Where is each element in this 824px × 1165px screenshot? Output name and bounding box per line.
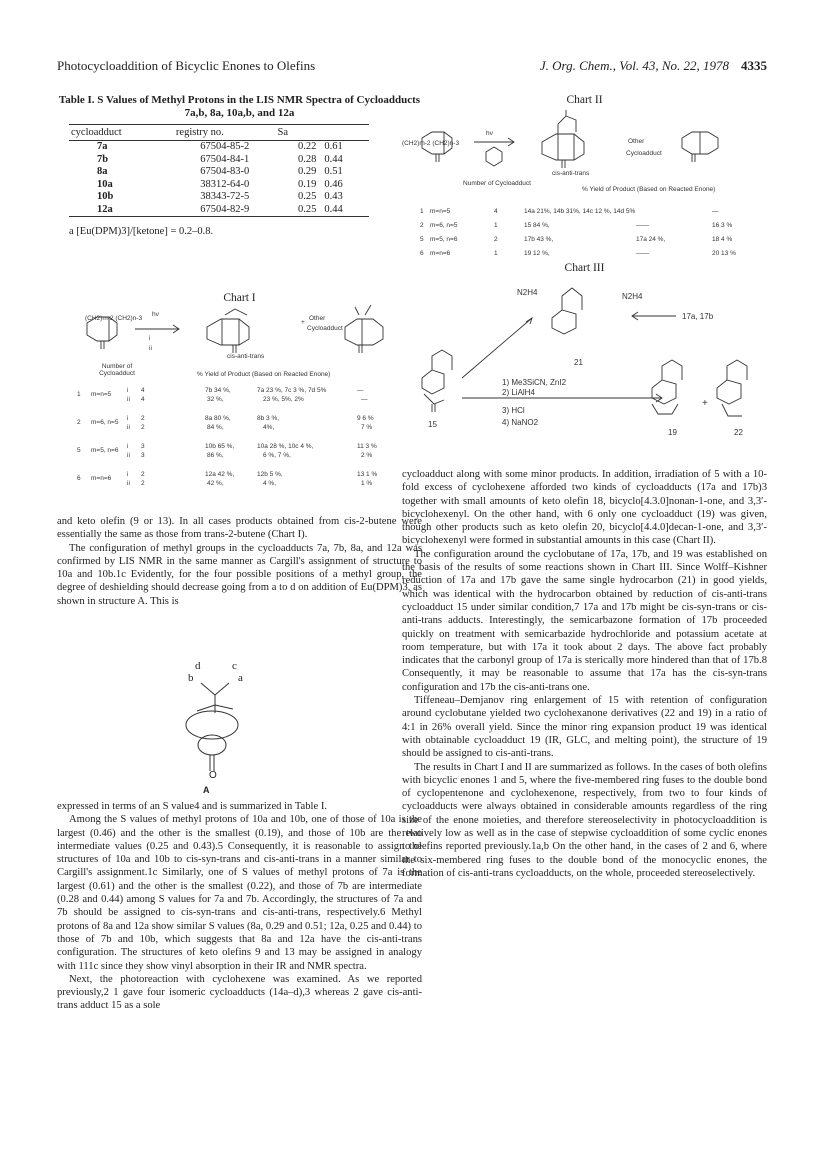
chart2-cell-c: 16 3 %: [712, 222, 733, 229]
chart1-number-of: Number of Cycloadduct: [99, 363, 135, 377]
chart1-title: Chart I: [223, 292, 256, 304]
chart1-other: Other: [309, 315, 326, 322]
chart1-cell-rii: ii: [127, 424, 130, 431]
table1-row: [69, 179, 369, 192]
table1-cell-s1: 0.19: [298, 178, 317, 190]
table1-cell-c: 12a: [97, 203, 113, 215]
chart2-cell-c: 20 13 %: [712, 250, 736, 257]
chart3-step-4: 4) NaNO2: [502, 418, 539, 427]
chart3-label-22: 22: [734, 428, 743, 437]
chart1-cell-c1: 13 1 %: [357, 471, 378, 478]
chart1-cell-a2: 42 %,: [207, 480, 224, 487]
chart1-cell-b1: 7a 23 %, 7c 3 %, 7d 5%: [257, 387, 327, 394]
chart1-cell-b1: 8b 3 %,: [257, 415, 280, 422]
table1-cell-c: 10a: [97, 178, 113, 190]
chart1-product-label: cis-anti-trans: [227, 353, 265, 360]
chart2-yield-header: % Yield of Product (Based on Reacted Enone): [582, 186, 716, 193]
chart3-step-2: 2) LiAlH4: [502, 388, 535, 397]
chart2-cell-n: 2: [494, 236, 498, 243]
chart2-other: Other: [628, 138, 645, 145]
chart3-title: Chart III: [564, 262, 605, 274]
chart1-cell-cond: m=n=6: [91, 475, 112, 482]
chart1-cycloadduct: Cycloadduct: [307, 325, 343, 332]
table1-cell-s1: 0.29: [298, 166, 317, 178]
chart2-cell-b: ——: [636, 250, 649, 257]
chart1-cell-ri: i: [127, 415, 129, 422]
chart2-cell-b: ——: [636, 222, 649, 229]
table1: [69, 124, 369, 219]
chart2-cell-b: 17a 24 %,: [636, 236, 666, 243]
chart1-cell-rii: ii: [127, 396, 130, 403]
chart1-cell-ni: 3: [141, 443, 145, 450]
chart1-i: i: [149, 335, 151, 342]
left-paragraph-4: Among the S values of methyl protons of 10a and 10b, one of those of 10a is the largest (0.46) and the other is the smallest (0.19), and those of 10b are the two intermediate values (0.25 and 0.43).5 Consequently, it is reasonable to assign the structures of 10a and 10b to cis-syn-trans and cis-anti-trans in a manner similar to Cargill's assignment.1c Similarly, one of S values of methyl protons of 7a is the largest (0.61) and the other is the smallest (0.22), and those of 7b are intermediate (0.28 and 0.44) among S values for 7a and 7b. Accordingly, the structures of 7a and 7b should be assigned to cis-syn-trans and cis-anti-trans, respectively.6 Methyl protons of 8a and 12a show similar S values (8a, 0.29 and 0.51; 12a, 0.25 and 0.44) to those of 7b and 10b, which suggests that 8a and 12a have the cis-anti-trans configuration. The structures of keto olefins 9 and 13 may be assigned in analogy with 111c since they show vinyl absorption in their IR and NMR spectra.: [57, 814, 422, 972]
left-text-2: [57, 800, 422, 1013]
chart1-cell-a1: 8a 80 %,: [205, 415, 231, 422]
chart1-cell-b2: 23 %, 5%, 2%: [263, 396, 304, 403]
table1-cell-s1: 0.25: [298, 191, 317, 203]
chart1-cell-b2: 4%,: [263, 424, 275, 431]
struct-a-a: a: [238, 672, 243, 684]
table1-cell-s2: 0.61: [324, 141, 343, 153]
chart1-cell-id: 2: [77, 419, 81, 426]
structure-a: [160, 655, 290, 775]
chart1-cell-a1: 12a 42 %,: [205, 471, 235, 478]
chart2-cell-a: 15 84 %,: [524, 222, 550, 229]
chart1-reagent: hν: [152, 311, 159, 318]
chart1-ring-label: (CH2)m-2 (CH2)n-3: [85, 315, 143, 322]
table1-row: [69, 141, 369, 154]
chart2-cell-n: 1: [494, 250, 498, 257]
table1-row: [69, 191, 369, 204]
table1-cell-reg: 67504-83-0: [200, 166, 250, 178]
struct-a-c: c: [232, 660, 237, 672]
table1-cell-reg: 67504-82-9: [200, 203, 250, 215]
table1-title: Table I. S Values of Methyl Protons in the LIS NMR Spectra of Cycloadducts 7a,b, 8a, 10a,b, and 12a: [58, 94, 421, 119]
chart1-yield-header: % Yield of Product (Based on Reacted Enone): [197, 371, 331, 378]
chart1-cell-b1: 10a 28 %, 10c 4 %,: [257, 443, 314, 450]
chart1-cell-id: 1: [77, 391, 81, 398]
chart2-data: [402, 108, 767, 263]
chart1-plus: +: [301, 319, 305, 326]
chart1-cell-id: 6: [77, 475, 81, 482]
left-paragraph-2: The configuration of methyl groups in the cycloadducts 7a, 7b, 8a, and 12a was confirmed by LIS NMR in the same manner as Cargill's assignment of structure to 10a and 10b.1c Evidently, for the four possible positions of a methyl group, the degree of deshielding should decrease going from a to d on addition of Eu(DPM)3, as shown in structure A. This is: [57, 542, 422, 607]
right-paragraph-3: Tiffeneau–Demjanov ring enlargement of 15 with retention of configuration around cyclobutane yielded two cyclohexanone derivatives (22 and 19) in a ratio of 4:1 in 26% overall yield. Since the minor ring expansion product 19 was identical with obtainable cycloadduct 19 (IR, GLC, and melting point), the structure of 19 should be assigned to cis-anti-trans.: [402, 695, 767, 760]
chart2-cell-a: 17b 43 %,: [524, 236, 554, 243]
chart3-data: [402, 278, 767, 468]
right-paragraph-1: cycloadduct along with some minor products. In addition, irradiation of 5 with a 10-fold excess of cyclohexene afforded two kinds of cycloadducts (17a and 17b)3 together with small amounts of keto olefin 18, bicyclo[4.3.0]nonan-1-one, and 3,3′-bicyclohexenyl. On the other hand, with 6 only one cycloadduct (19) was given, though other products such as keto olefin 20, bicyclo[4.4.0]decan-1-one, and 3,3′-bicyclohexenyl were formed in substantial amounts in this case (Chart II).: [402, 469, 767, 547]
chart1-cell-c1: —: [357, 387, 364, 394]
struct-a-oxygen: O: [209, 770, 217, 781]
chart1-cell-rii: ii: [127, 480, 130, 487]
left-text: [57, 515, 422, 608]
chart1-cell-c2: 1 %: [361, 480, 373, 487]
chart2-cell-id: 5: [420, 236, 424, 243]
chart3-step-3: 3) HCl: [502, 406, 525, 415]
chart1-cell-c2: —: [361, 396, 368, 403]
chart1-cell-ni: 4: [141, 387, 145, 394]
chart1-cell-a1: 7b 34 %,: [205, 387, 231, 394]
chart1-cell-cond: m=n=5: [91, 391, 112, 398]
table1-header-cycloadduct: cycloadduct: [71, 127, 122, 138]
struct-a-d: d: [195, 660, 201, 672]
chart1-cell-a2: 86 %,: [207, 452, 224, 459]
chart2-number-of: Number of Cycloadduct: [463, 180, 531, 187]
table1-cell-reg: 67504-85-2: [200, 141, 250, 153]
left-paragraph-1: and keto olefin (9 or 13). In all cases products obtained from cis-2-butene were essentially the same as those from trans-2-butene (Chart I).: [57, 516, 422, 541]
chart1-ii: ii: [149, 345, 152, 352]
table1-cell-c: 8a: [97, 166, 108, 178]
table1-cell-s2: 0.51: [324, 166, 343, 178]
chart2-cell-n: 4: [494, 208, 498, 215]
left-column: [57, 94, 422, 239]
chart2-cell-c: —: [712, 208, 719, 215]
right-paragraph-2: The configuration around the cyclobutane of 17a, 17b, and 19 was established on the basis of the results of some reactions shown in Chart III. Since Wolff–Kishner reduction of 17a and 17b gave the same single hydrocarbon (21) in good yields, which was identical with the hydrocarbon obtained by reduction of cis-anti-trans cycloadduct 15 under similar condition,7 17a and 17b might be cis-syn-trans or cis-anti-trans adducts. Interestingly, the semicarbazone formation of 17b proceeded quickly on treatment with semicarbazide hydrochloride and potassium acetate at room temperature, but with 17a it took about 2 days. The above fact probably indicates that the carbonyl group of 17a is sterically more hindered than that of 17b.8 Consequently, it may be reasonable to assume that 17a has the cis-syn-trans configuration and 17b the cis-anti-trans one.: [402, 548, 767, 693]
table1-cell-s1: 0.22: [298, 141, 317, 153]
chart1-data: [57, 305, 422, 510]
table1-row: [69, 204, 369, 217]
chart1-cell-a2: 84 %,: [207, 424, 224, 431]
chart1-cell-ri: i: [127, 443, 129, 450]
chart3-n2h4-b: N2H4: [622, 292, 643, 301]
chart1-cell-c2: 7 %: [361, 424, 373, 431]
table1-header-registry: registry no.: [175, 127, 224, 138]
left-paragraph-5: Next, the photoreaction with cyclohexene was examined. As we reported previously,2 1 gave four isomeric cycloadducts (14a–d),3 whereas 2 gave cis-anti-trans adduct 15 as a sole: [57, 973, 422, 1012]
chart2-cell-c: 18 4 %: [712, 236, 733, 243]
chart2-cell-id: 1: [420, 208, 424, 215]
struct-a-b: b: [188, 672, 194, 684]
table1-row: [69, 166, 369, 179]
table1-row: [69, 154, 369, 167]
chart2-cell-n: 1: [494, 222, 498, 229]
chart2-title: Chart II: [566, 94, 603, 106]
chart3-label-15: 15: [428, 420, 437, 429]
chart2-cell-cond: m=6, n=5: [430, 222, 458, 229]
chart2-cycloadduct: Cycloadduct: [626, 150, 662, 157]
chart3-label-19: 19: [668, 428, 677, 437]
page-number: 4335: [741, 58, 767, 73]
chart1-cell-nii: 2: [141, 480, 145, 487]
table1-cell-c: 7a: [97, 141, 108, 153]
chart1-cell-cond: m=6, n=5: [91, 419, 119, 426]
chart3-label-17: 17a, 17b: [682, 312, 714, 321]
chart2-cell-cond: m=n=5: [430, 208, 451, 215]
right-paragraph-4: The results in Chart I and II are summarized as follows. In the cases of both olefins with bicyclic enones 1 and 5, where the five-membered ring fuses to the double bond of cyclopentenone and cyclohexenone, respectively, from two to four kinds of cycloadducts were always obtained in considerable amounts regardless of the ring size of the enone moieties, and therefore stereoselectivity in photocycloaddition is relatively low as well as in the case of stepwise cycloaddition of some cyclic enones to olefins reported previously.1a,b On the other hand, in the cases of 2 and 6, where the six-membered ring fuses to the double bond of the monocyclic enones, the formation of cis-anti-trans cycloadducts, on the whole, proceeded stereoselectively.: [402, 761, 767, 879]
table1-cell-s2: 0.43: [324, 191, 343, 203]
chart1-cell-ri: i: [127, 471, 129, 478]
chart2-reagent: hν: [486, 130, 493, 137]
chart1-cell-ni: 2: [141, 471, 145, 478]
chart1-cell-c2: 2 %: [361, 452, 373, 459]
chart3-step-1: 1) Me3SiCN, ZnI2: [502, 378, 567, 387]
chart2-ring-label: (CH2)m-2 (CH2)n-3: [402, 140, 460, 147]
struct-a-label: A: [203, 785, 210, 795]
chart1-cell-a2: 32 %,: [207, 396, 224, 403]
chart2-cell-a: 19 12 %,: [524, 250, 550, 257]
chart1-cell-id: 5: [77, 447, 81, 454]
table1-cell-c: 10b: [97, 191, 114, 203]
table1-cell-c: 7b: [97, 153, 109, 165]
chart1-cell-ri: i: [127, 387, 129, 394]
left-paragraph-3: expressed in terms of an S value4 and is summarized in Table I.: [57, 801, 328, 812]
chart3-label-21: 21: [574, 358, 583, 367]
running-header-journal: J. Org. Chem., Vol. 43, No. 22, 1978 4335: [539, 58, 767, 73]
chart1-cell-a1: 10b 65 %,: [205, 443, 235, 450]
chart3-plus: +: [702, 398, 708, 409]
chart1-cell-b2: 6 %, 7 %,: [263, 452, 291, 459]
chart2-cell-a: 14a 21%, 14b 31%, 14c 12 %, 14d 5%: [524, 208, 636, 215]
chart1-cell-b2: 4 %,: [263, 480, 277, 487]
chart1-cell-nii: 3: [141, 452, 145, 459]
table1-cell-reg: 38343-72-5: [200, 191, 250, 203]
table1-cell-reg: 67504-84-1: [200, 153, 250, 165]
table1-footnote: a [Eu(DPM)3]/[ketone] = 0.2–0.8.: [69, 226, 214, 238]
chart2-cell-cond: m=5, n=6: [430, 236, 458, 243]
chart1-cell-nii: 2: [141, 424, 145, 431]
chart2-cell-id: 2: [420, 222, 424, 229]
table1-cell-s2: 0.44: [324, 203, 343, 215]
chart3-n2h4-a: N2H4: [517, 288, 538, 297]
right-column: [402, 468, 767, 880]
table1-cell-s1: 0.25: [298, 203, 317, 215]
table1-cell-s2: 0.44: [324, 153, 343, 165]
chart1-cell-c1: 9 6 %: [357, 415, 374, 422]
table1-header-s: Sa: [277, 127, 289, 138]
chart2-product-label: cis-anti-trans: [552, 170, 590, 177]
chart1-cell-b1: 12b 5 %,: [257, 471, 283, 478]
chart1-cell-nii: 4: [141, 396, 145, 403]
table1-cell-reg: 38312-64-0: [200, 178, 250, 190]
running-header-title: Photocycloaddition of Bicyclic Enones to Olefins: [57, 58, 316, 73]
chart2-cell-cond: m=n=6: [430, 250, 451, 257]
chart1-cell-c1: 11 3 %: [357, 443, 377, 450]
chart1-cell-cond: m=5, n=6: [91, 447, 119, 454]
chart2-cell-id: 6: [420, 250, 424, 257]
chart1-cell-ni: 2: [141, 415, 145, 422]
chart1-cell-rii: ii: [127, 452, 130, 459]
table1-cell-s2: 0.46: [324, 178, 343, 190]
table1-cell-s1: 0.28: [298, 153, 317, 165]
